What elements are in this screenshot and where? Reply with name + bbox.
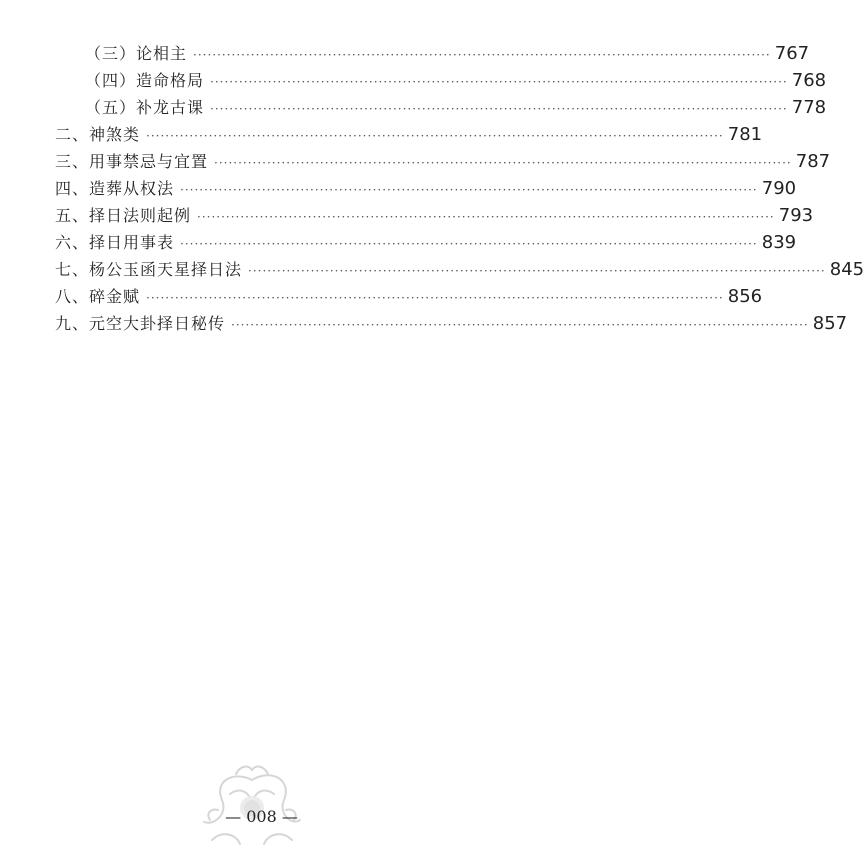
toc-entry-title: 九、元空大卦择日秘传 [55,314,226,333]
toc-entry[interactable] [85,43,810,65]
toc-entry[interactable] [55,259,864,281]
toc-entry-title: （五）补龙古课 [85,98,205,117]
toc-entry-title: 五、择日法则起例 [55,206,192,225]
toc-entry-page: 790 [761,178,797,199]
toc-entry[interactable] [55,205,814,227]
toc-entry-page: 793 [778,205,814,226]
toc-entry[interactable] [55,151,831,173]
toc-entry-leader: ························································································································ [214,156,792,170]
toc-entry-page: 768 [791,70,827,91]
toc-entry[interactable] [55,124,763,146]
toc-entry-page: 778 [791,97,827,118]
toc-entry[interactable] [85,70,827,92]
toc-entry-leader: ························································································································ [231,318,809,332]
toc-entry-leader: ························································································································ [197,210,775,224]
toc-entry[interactable] [55,232,797,254]
toc-entry-title: 八、碎金赋 [55,287,141,306]
toc-entry-title: （三）论相主 [85,44,188,63]
toc-entry-title: 三、用事禁忌与宜置 [55,152,209,171]
toc-entry-title: （四）造命格局 [85,71,205,90]
toc-entry-leader: ························································································································ [210,102,788,116]
toc-entry-page: 787 [795,151,831,172]
toc-entry-page: 781 [727,124,763,145]
toc-entry-page: 767 [774,43,810,64]
toc-entry-title: 七、杨公玉函天星择日法 [55,260,243,279]
toc-entry-leader: ························································································································ [248,264,826,278]
toc-entry[interactable] [55,313,848,335]
toc-entry-page: 857 [812,313,848,334]
page-footer [0,760,523,860]
page-number: — 008 — [225,807,298,826]
toc-entry-page: 856 [727,286,763,307]
toc-entry-leader: ························································································································ [193,48,771,62]
toc-entry-page: 845 [829,259,864,280]
toc-entry-page: 839 [761,232,797,253]
toc-entry[interactable] [55,178,797,200]
toc-entry[interactable] [55,286,763,308]
toc-entry-title: 四、造葬从权法 [55,179,175,198]
toc-entry-leader: ························································································································ [146,129,724,143]
toc-entry[interactable] [85,97,827,119]
toc-entry-leader: ························································································································ [180,183,758,197]
toc-entry-title: 六、择日用事表 [55,233,175,252]
toc-entry-leader: ························································································································ [210,75,788,89]
toc-entry-leader: ························································································································ [180,237,758,251]
toc-entry-title: 二、神煞类 [55,125,141,144]
toc-entry-leader: ························································································································ [146,291,724,305]
